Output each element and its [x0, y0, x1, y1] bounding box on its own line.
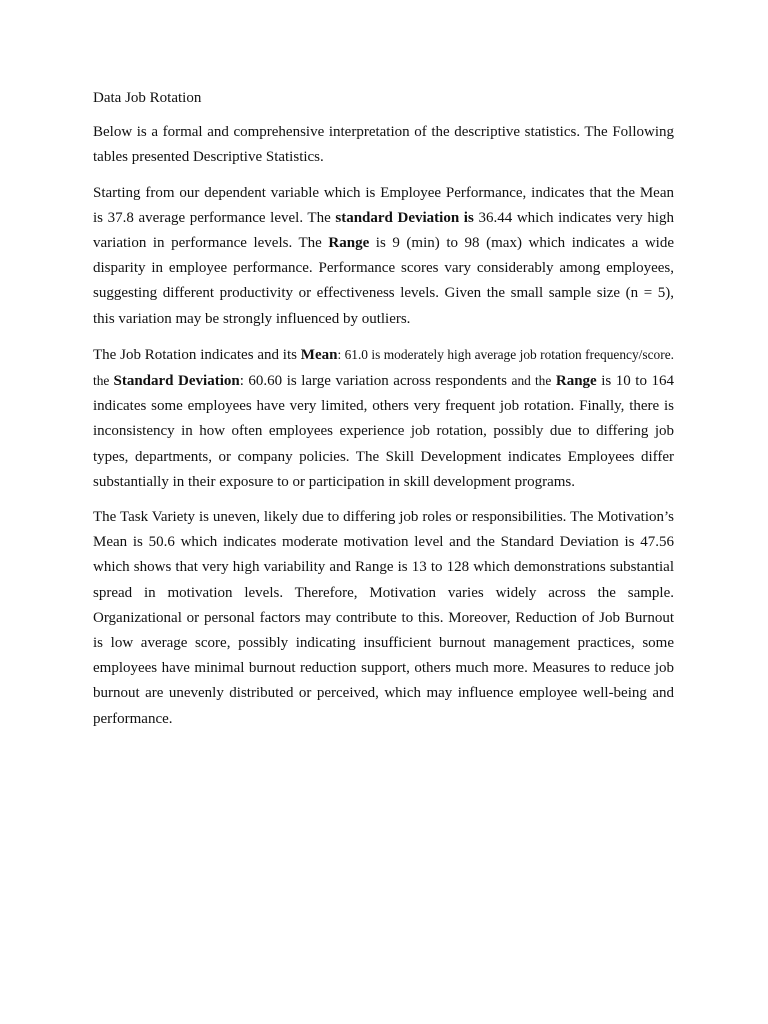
text-run: 36.44 which indicates very high variation in performance levels. The: [93, 209, 674, 252]
bold-term-standard-deviation: Standard Deviation: [113, 373, 240, 390]
bold-term-standard-deviation: standard Deviation is: [335, 209, 474, 226]
text-run: Starting from our dependent variable which is Employee Performance, indicates that the Mean is 37.8 average performance level. The: [93, 184, 674, 226]
text-run: is 10 to 164 indicates some employees have very limited, others very frequent job rotation. Finally, there is inconsistency in how often employees experience job rotation, possibly due to differing job types, departments, or company policies. The Skill Development indicates Employees differ substantially in their exposure to or participation in skill development programs.: [93, 373, 674, 490]
text-run: : 60.60 is large variation across respondents: [239, 373, 512, 390]
text-run: The Job Rotation indicates and its: [93, 346, 301, 363]
bold-term-mean: Mean: [300, 346, 338, 363]
paragraph-intro: Below is a formal and comprehensive interpretation of the descriptive statistics. The Following tables presented Descriptive Statistics.: [93, 124, 674, 166]
bold-term-range: Range: [328, 235, 370, 252]
document-title: Data Job Rotation: [93, 90, 202, 106]
document-page: [93, 86, 674, 742]
text-run-small: and the: [511, 373, 552, 389]
text-run: is 9 (min) to 98 (max) which indicates a wide disparity in employee performance. Performance scores vary considerably among employees, suggesting different productivity or effectiveness levels. Given the small sample size (n = 5), this variation may be strongly influenced by outliers.: [93, 235, 674, 327]
paragraph-job-rotation: [93, 342, 674, 495]
paragraph-employee-performance: [93, 181, 674, 332]
bold-term-range: Range: [555, 373, 597, 390]
text-run-small: : 61.0 is moderately high average job rotation frequency/score. the: [93, 346, 675, 389]
paragraph-task-variety-motivation: The Task Variety is uneven, likely due to differing job roles or responsibilities. The Motivation’s Mean is 50.6 which indicates moderate motivation level and the Standard Deviation is 47.56 which shows that very high variability and Range is 13 to 128 which demonstrations substantial spread in motivation levels. Therefore, Motivation varies widely across the sample. Organizational or personal factors may contribute to this. Moreover, Reduction of Job Burnout is low average score, possibly indicating insufficient burnout management practices, some employees have minimal burnout reduction support, others much more. Measures to reduce job burnout are unevenly distributed or perceived, which may influence employee well-being and performance.: [93, 509, 674, 727]
